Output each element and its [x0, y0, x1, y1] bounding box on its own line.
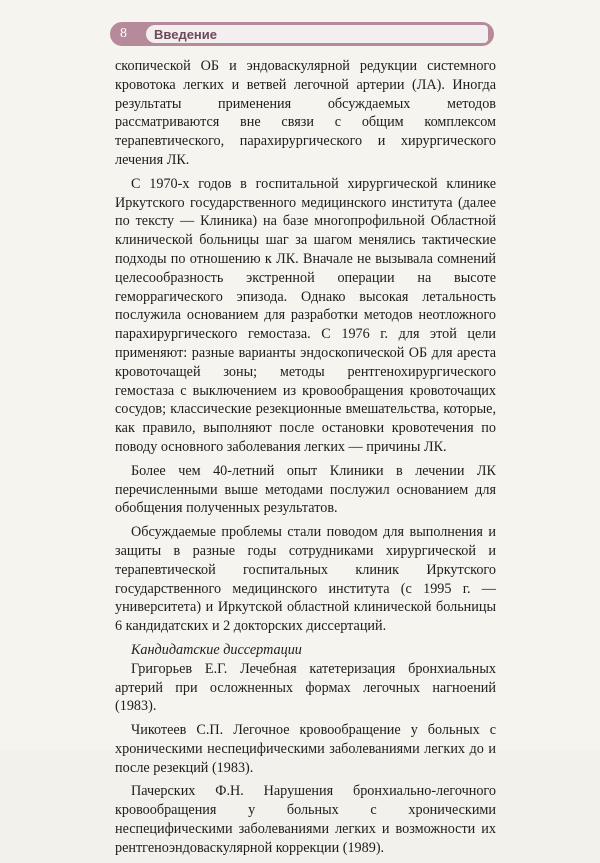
paragraph: скопической ОБ и эндоваскулярной редукции системного кровотока легких и ветвей легочной артерии (ЛА). Иногда результаты применения обсуждаемых методов рассматриваются вне связи с общим комплексом терапевтического, парахирургического и хирургического лечения ЛК.: [115, 58, 496, 168]
paragraph: Более чем 40-летний опыт Клиники в лечении ЛК перечисленными выше методами послужил основанием для обобщения полученных результатов.: [115, 462, 496, 517]
running-header: [110, 22, 494, 46]
body-text: [115, 57, 496, 863]
paragraph: Обсуждаемые проблемы стали поводом для выполнения и защиты в разные годы сотрудниками хирургической и терапевтической госпитальных клиник Иркутского государственного медицинского института (с 1995 г. — университета) и Иркутской областной клинической больницы 6 кандидатских и 2 докторских диссертаций.: [115, 524, 496, 635]
reference-item: Чикотеев С.П. Легочное кровообращение у больных с хроническими неспецифическими заболеваниями легких до и после резекций (1983).: [115, 722, 496, 776]
section-title: Введение: [146, 25, 488, 43]
page-number: 8: [120, 26, 127, 41]
paragraph: С 1970-х годов в госпитальной хирургической клинике Иркутского государственного медицинского института (далее по тексту — Клиника) на базе многопрофильной Областной клинической больницы шаг за шагом менялись тактические подходы по отношению к ЛК. Вначале не вызывала сомнений целесообразность экстренной операции на высоте геморрагического эпизода. Однако высокая летальность послужила основанием для разработки методов неотложного парахирургического гемостаза. С 1976 г. для этой цели применяют: разные варианты эндоскопической ОБ для ареста кровоточащей зоны; методы рентгенохирургического гемостаза с выключением из кровообращения кровоточащих сосудов; классические резекционные вмешательства, которые, как правило, выполняют после остановки кровотечения по поводу основного заболевания легких — причины ЛК.: [115, 175, 496, 455]
section-caption: Кандидатские диссертации: [131, 641, 302, 658]
reference-item: Пачерских Ф.Н. Нарушения бронхиально-легочного кровообращения у больных с хроническими неспецифическими заболеваниями легких и возможности их рентгеноэндоваскулярной коррекции (1989).: [115, 783, 496, 856]
reference-item: Григорьев Е.Г. Лечебная катетеризация бронхиальных артерий при осложненных формах легочных нагноений (1983).: [115, 660, 496, 715]
